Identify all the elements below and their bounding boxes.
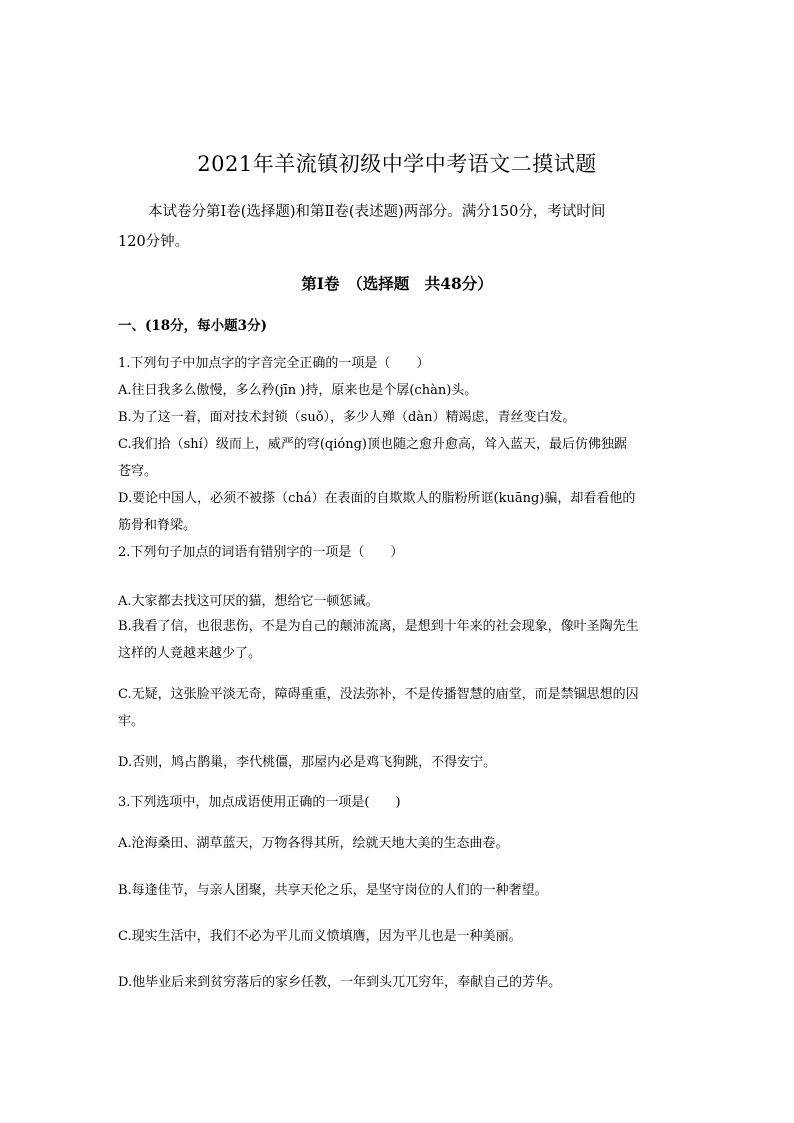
question-2-option-d: D.否则，鸠占鹊巢，李代桃僵，那屋内必是鸡飞狗跳，不得安宁。 xyxy=(118,755,497,770)
intro-line: 120分钟。 xyxy=(118,234,190,250)
question-3-option-a: A.沧海桑田、湖草蓝天，万物各得其所，绘就天地大美的生态曲卷。 xyxy=(118,836,509,851)
question-2-option-c: C.无疑，这张脸平淡无奇，障碍重重，没法弥补，不是传播智慧的庙堂，而是禁锢思想的囚 xyxy=(118,687,639,702)
question-3-option-d: D.他毕业后来到贫穷落后的家乡任教，一年到头兀兀穷年，奉献自己的芳华。 xyxy=(118,975,562,990)
question-2-option-b-cont: 这样的人竟越来越少了。 xyxy=(118,646,262,661)
question-3-option-c: C.现实生活中，我们不必为平儿而义愤填膺，因为平儿也是一种美丽。 xyxy=(118,929,522,944)
question-2-option-a: A.大家都去找这可厌的猫，想给它一顿惩诫。 xyxy=(118,594,379,609)
question-1-option-c: C.我们拾（shí）级而上，威严的穹(qióng)顶也随之愈升愈高，耸入蓝天，最后仿佛独踞 xyxy=(118,437,627,452)
question-1-option-b: B.为了这一着，面对技术封锁（suǒ），多少人殚（dàn）精竭虑，青丝变白发。 xyxy=(118,410,576,425)
question-1-stem: 1.下列句子中加点字的字音完全正确的一项是（ ） xyxy=(118,356,430,371)
question-2-stem: 2.下列句子加点的词语有错别字的一项是（ ） xyxy=(118,545,404,560)
question-3-option-b: B.每逢佳节，与亲人团聚，共享天伦之乐，是坚守岗位的人们的一种奢望。 xyxy=(118,883,548,898)
question-1-option-d-cont: 筋骨和脊梁。 xyxy=(118,518,197,533)
question-2-option-c-cont: 牢。 xyxy=(118,714,145,729)
part-title: 一、(18分，每小题3分) xyxy=(118,318,267,334)
section-title: 第Ⅰ卷 （选择题 共48分） xyxy=(301,274,493,293)
intro-line: 本试卷分第Ⅰ卷(选择题)和第Ⅱ卷(表述题)两部分。满分150分，考试时间 xyxy=(148,204,606,220)
question-1-option-a: A.往日我多么傲慢，多么矜(jīn )持，原来也是个孱(chàn)头。 xyxy=(118,383,478,398)
document-title: 2021年羊流镇初级中学中考语文二摸试题 xyxy=(197,152,597,176)
question-2-option-b: B.我看了信，也很悲伤，不是为自己的颠沛流离，是想到十年来的社会现象，像叶圣陶先生 xyxy=(118,619,639,634)
question-1-option-c-cont: 苍穹。 xyxy=(118,464,158,479)
intro-paragraph xyxy=(118,197,678,257)
question-3-stem: 3.下列选项中，加点成语使用正确的一项是( ) xyxy=(118,795,401,810)
question-1-option-d: D.要论中国人，必须不被搽（chá）在表面的自欺欺人的脂粉所诓(kuāng)骗，却看看他的 xyxy=(118,491,636,506)
